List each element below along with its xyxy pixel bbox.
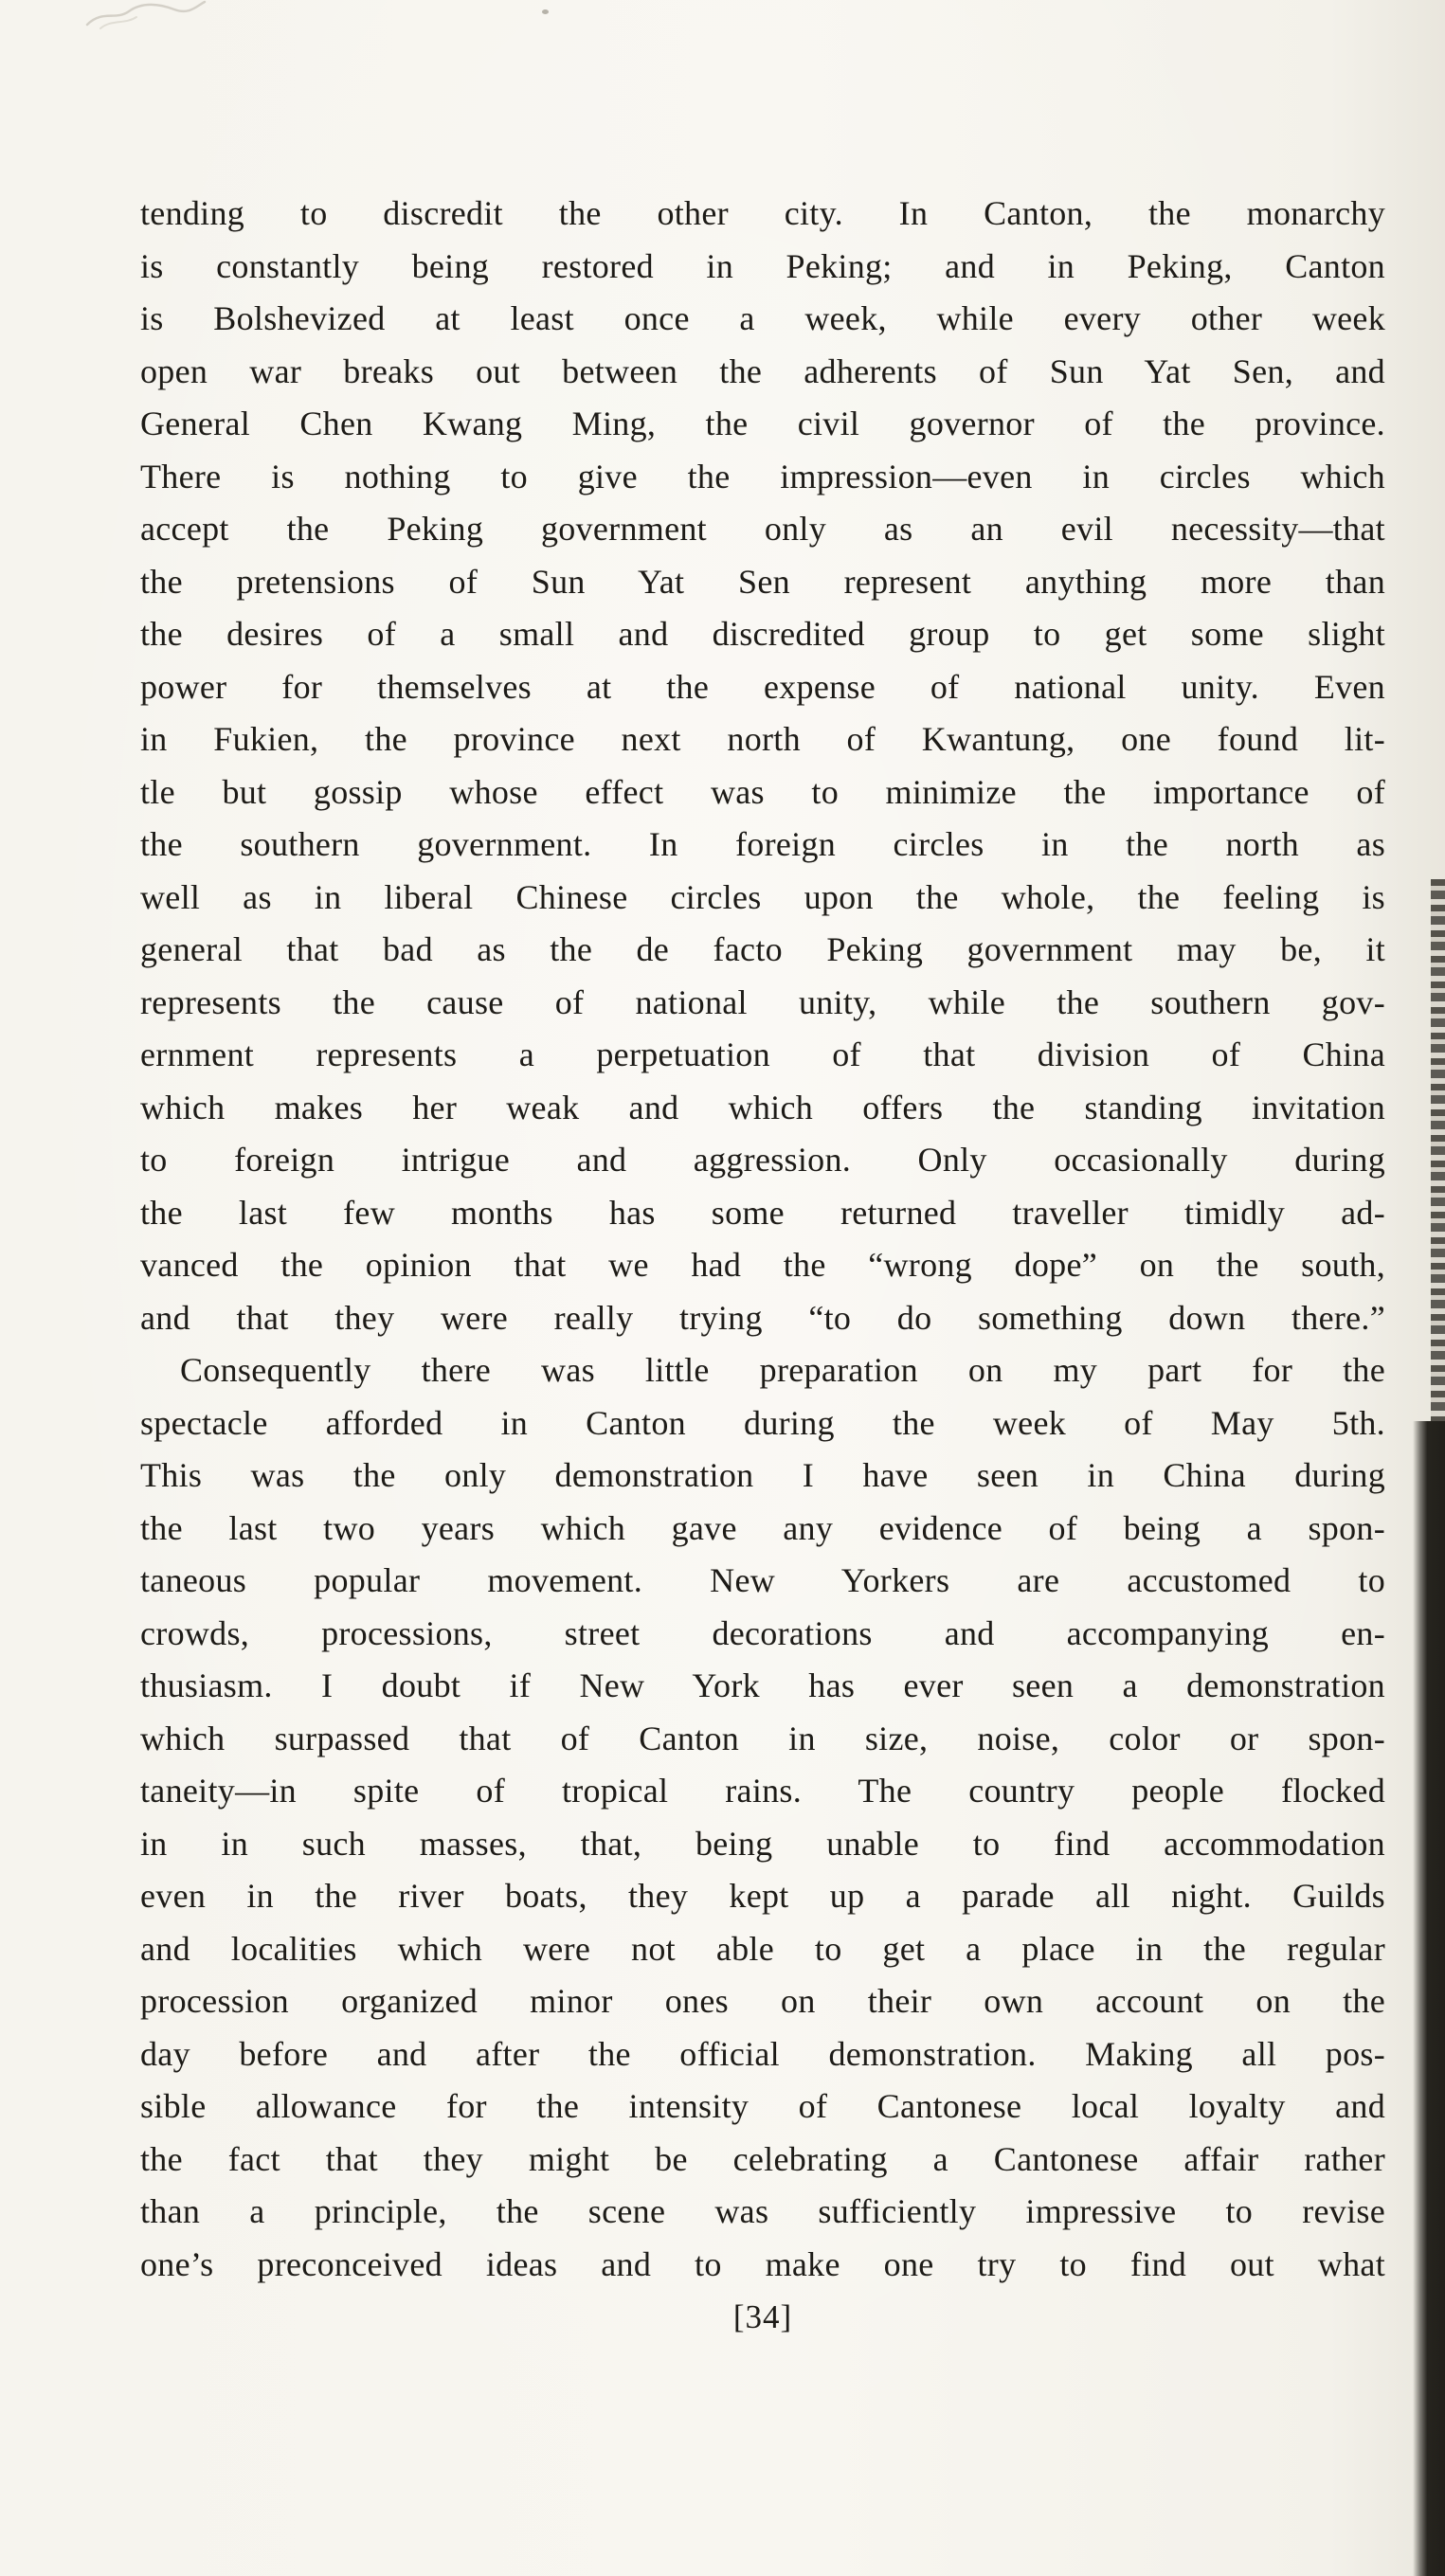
text-line: which makes her weak and which offers the standing invitation [140, 1088, 1385, 1126]
text-line: and that they were really trying “to do something down there.” [140, 1298, 1385, 1337]
text-line: is constantly being restored in Peking; and in Peking, Canton [140, 246, 1385, 285]
text-line: General Chen Kwang Ming, the civil governor of the province. [140, 405, 1385, 442]
text-line: thusiasm. I doubt if New York has ever seen a demonstration [140, 1666, 1385, 1704]
text-line: which surpassed that of Canton in size, noise, color or spon- [140, 1719, 1385, 1757]
text-line: the last two years which gave any evidence of being a spon- [140, 1508, 1385, 1547]
text-line: the pretensions of Sun Yat Sen represent anything more than [140, 562, 1385, 601]
pencil-mark-artifact [83, 0, 207, 32]
text-line: Consequently there was little preparation on my part for the [180, 1351, 1385, 1389]
text-line: represents the cause of national unity, while the southern gov- [140, 982, 1385, 1021]
text-line: day before and after the official demonstration. Making all pos- [140, 2034, 1385, 2073]
text-line: tending to discredit the other city. In Canton, the monarchy [140, 194, 1385, 232]
text-line: to foreign intrigue and aggression. Only occasionally during [140, 1141, 1385, 1179]
text-line: power for themselves at the expense of national unity. Even [140, 667, 1385, 706]
text-line: open war breaks out between the adherents of Sun Yat Sen, and [140, 351, 1385, 390]
text-line: procession organized minor ones on their own account on the [140, 1982, 1385, 2020]
text-line: than a principle, the scene was sufficiently impressive to revise [140, 2192, 1385, 2230]
text-line: There is nothing to give the impression—even in circles which [140, 457, 1385, 495]
text-line: the fact that they might be celebrating a Cantonese affair rather [140, 2139, 1385, 2178]
paragraph-1 [140, 188, 1385, 1344]
scan-edge-shadow [1413, 1421, 1445, 2576]
text-line: taneity—in spite of tropical rains. The country people flocked [140, 1772, 1385, 1810]
scan-edge-texture [1431, 879, 1445, 1423]
text-line: in Fukien, the province next north of Kwantung, one found lit- [140, 720, 1385, 758]
paragraph-2 [140, 1344, 1385, 2291]
page-number: [34] [732, 2298, 793, 2335]
text-line: ernment represents a perpetuation of that division of China [140, 1036, 1385, 1073]
text-line: spectacle afforded in Canton during the week of May 5th. [140, 1403, 1385, 1442]
body-text [140, 188, 1385, 2291]
text-line: This was the only demonstration I have seen in China during [140, 1456, 1385, 1494]
text-line: crowds, processions, street decorations and accompanying en- [140, 1613, 1385, 1652]
text-line: the last few months has some returned traveller timidly ad- [140, 1193, 1385, 1232]
text-line: sible allowance for the intensity of Cantonese local loyalty and [140, 2087, 1385, 2125]
text-line: in in such masses, that, being unable to find accommodation [140, 1824, 1385, 1863]
text-line: and localities which were not able to get a place in the regular [140, 1929, 1385, 1968]
text-line: general that bad as the de facto Peking government may be, it [140, 930, 1385, 968]
text-line: tle but gossip whose effect was to minimize the importance of [140, 772, 1385, 811]
text-line: well as in liberal Chinese circles upon the whole, the feeling is [140, 877, 1385, 916]
text-line: the desires of a small and discredited group to get some slight [140, 615, 1385, 653]
text-line: vanced the opinion that we had the “wrong dope” on the south, [140, 1246, 1385, 1284]
text-line: is Bolshevized at least once a week, while every other week [140, 299, 1385, 337]
text-line: taneous popular movement. New Yorkers are accustomed to [140, 1561, 1385, 1599]
scan-speck-artifact [542, 9, 549, 14]
text-line: even in the river boats, they kept up a parade all night. Guilds [140, 1877, 1385, 1915]
text-line: the southern government. In foreign circles in the north as [140, 825, 1385, 863]
text-line: accept the Peking government only as an evil necessity—that [140, 510, 1385, 548]
text-line: one’s preconceived ideas and to make one try to find out what [140, 2244, 1385, 2283]
